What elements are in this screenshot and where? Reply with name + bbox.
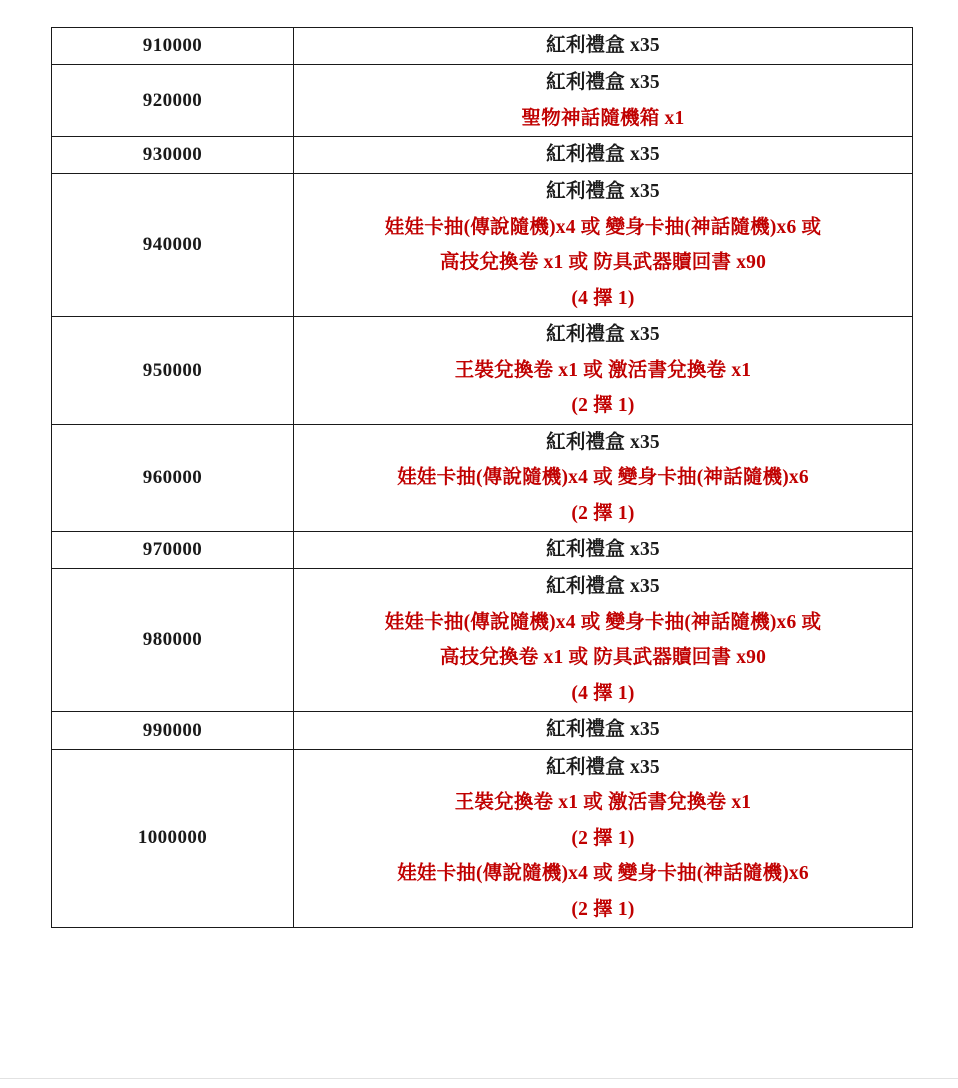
reward-cell [294,137,913,174]
score-cell: 1000000 [52,749,294,927]
reward-cell [294,65,913,137]
reward-table-body [52,28,913,928]
reward-line: 王裝兌換卷 x1 或 激活書兌換卷 x1 [454,359,752,381]
reward-line: 紅利禮盒 x35 [546,144,660,166]
reward-line: 紅利禮盒 x35 [546,181,660,203]
score-cell: 910000 [52,28,294,65]
table-row [52,749,913,927]
table-row [52,28,913,65]
reward-line: 紅利禮盒 x35 [546,324,660,346]
reward-cell [294,532,913,569]
reward-line: 紅利禮盒 x35 [546,72,660,94]
table-row [52,712,913,749]
score-cell: 930000 [52,137,294,174]
reward-cell [294,28,913,65]
table-row [52,137,913,174]
reward-line: 紅利禮盒 x35 [546,35,660,56]
reward-line: 娃娃卡抽(傳說隨機)x4 或 變身卡抽(神話隨機)x6 或 [384,216,822,238]
table-row [52,569,913,712]
reward-line: 紅利禮盒 x35 [546,539,660,561]
reward-line: 高技兌換卷 x1 或 防具武器贖回書 x90 [439,647,767,669]
reward-cell [294,174,913,317]
reward-milestone-table [51,27,913,928]
table-row [52,424,913,531]
reward-line: 高技兌換卷 x1 或 防具武器贖回書 x90 [439,252,767,274]
reward-line: 紅利禮盒 x35 [546,431,660,453]
score-cell: 920000 [52,65,294,137]
bottom-divider [0,1078,958,1079]
score-cell: 990000 [52,712,294,749]
score-cell: 970000 [52,532,294,569]
reward-line: 娃娃卡抽(傳說隨機)x4 或 變身卡抽(神話隨機)x6 [397,863,809,885]
reward-line: (2 擇 1) [571,395,635,417]
reward-cell [294,712,913,749]
reward-line: 聖物神話隨機箱 x1 [521,107,685,129]
reward-line: (2 擇 1) [571,898,635,920]
table-row [52,65,913,137]
reward-line: 紅利禮盒 x35 [546,576,660,598]
reward-line: 紅利禮盒 x35 [546,719,660,741]
reward-cell [294,569,913,712]
score-cell: 960000 [52,424,294,531]
reward-line: (2 擇 1) [571,827,635,849]
score-cell: 950000 [52,317,294,424]
table-row [52,532,913,569]
reward-line: (2 擇 1) [571,502,635,524]
reward-line: (4 擇 1) [571,682,635,704]
reward-line: 紅利禮盒 x35 [546,756,660,778]
reward-line: (4 擇 1) [571,287,635,309]
reward-line: 娃娃卡抽(傳說隨機)x4 或 變身卡抽(神話隨機)x6 或 [384,611,822,633]
table-row [52,174,913,317]
reward-cell [294,749,913,927]
reward-cell [294,317,913,424]
score-cell: 940000 [52,174,294,317]
score-cell: 980000 [52,569,294,712]
table-row [52,317,913,424]
reward-line: 王裝兌換卷 x1 或 激活書兌換卷 x1 [454,792,752,814]
reward-cell [294,424,913,531]
reward-line: 娃娃卡抽(傳說隨機)x4 或 變身卡抽(神話隨機)x6 [397,467,809,489]
